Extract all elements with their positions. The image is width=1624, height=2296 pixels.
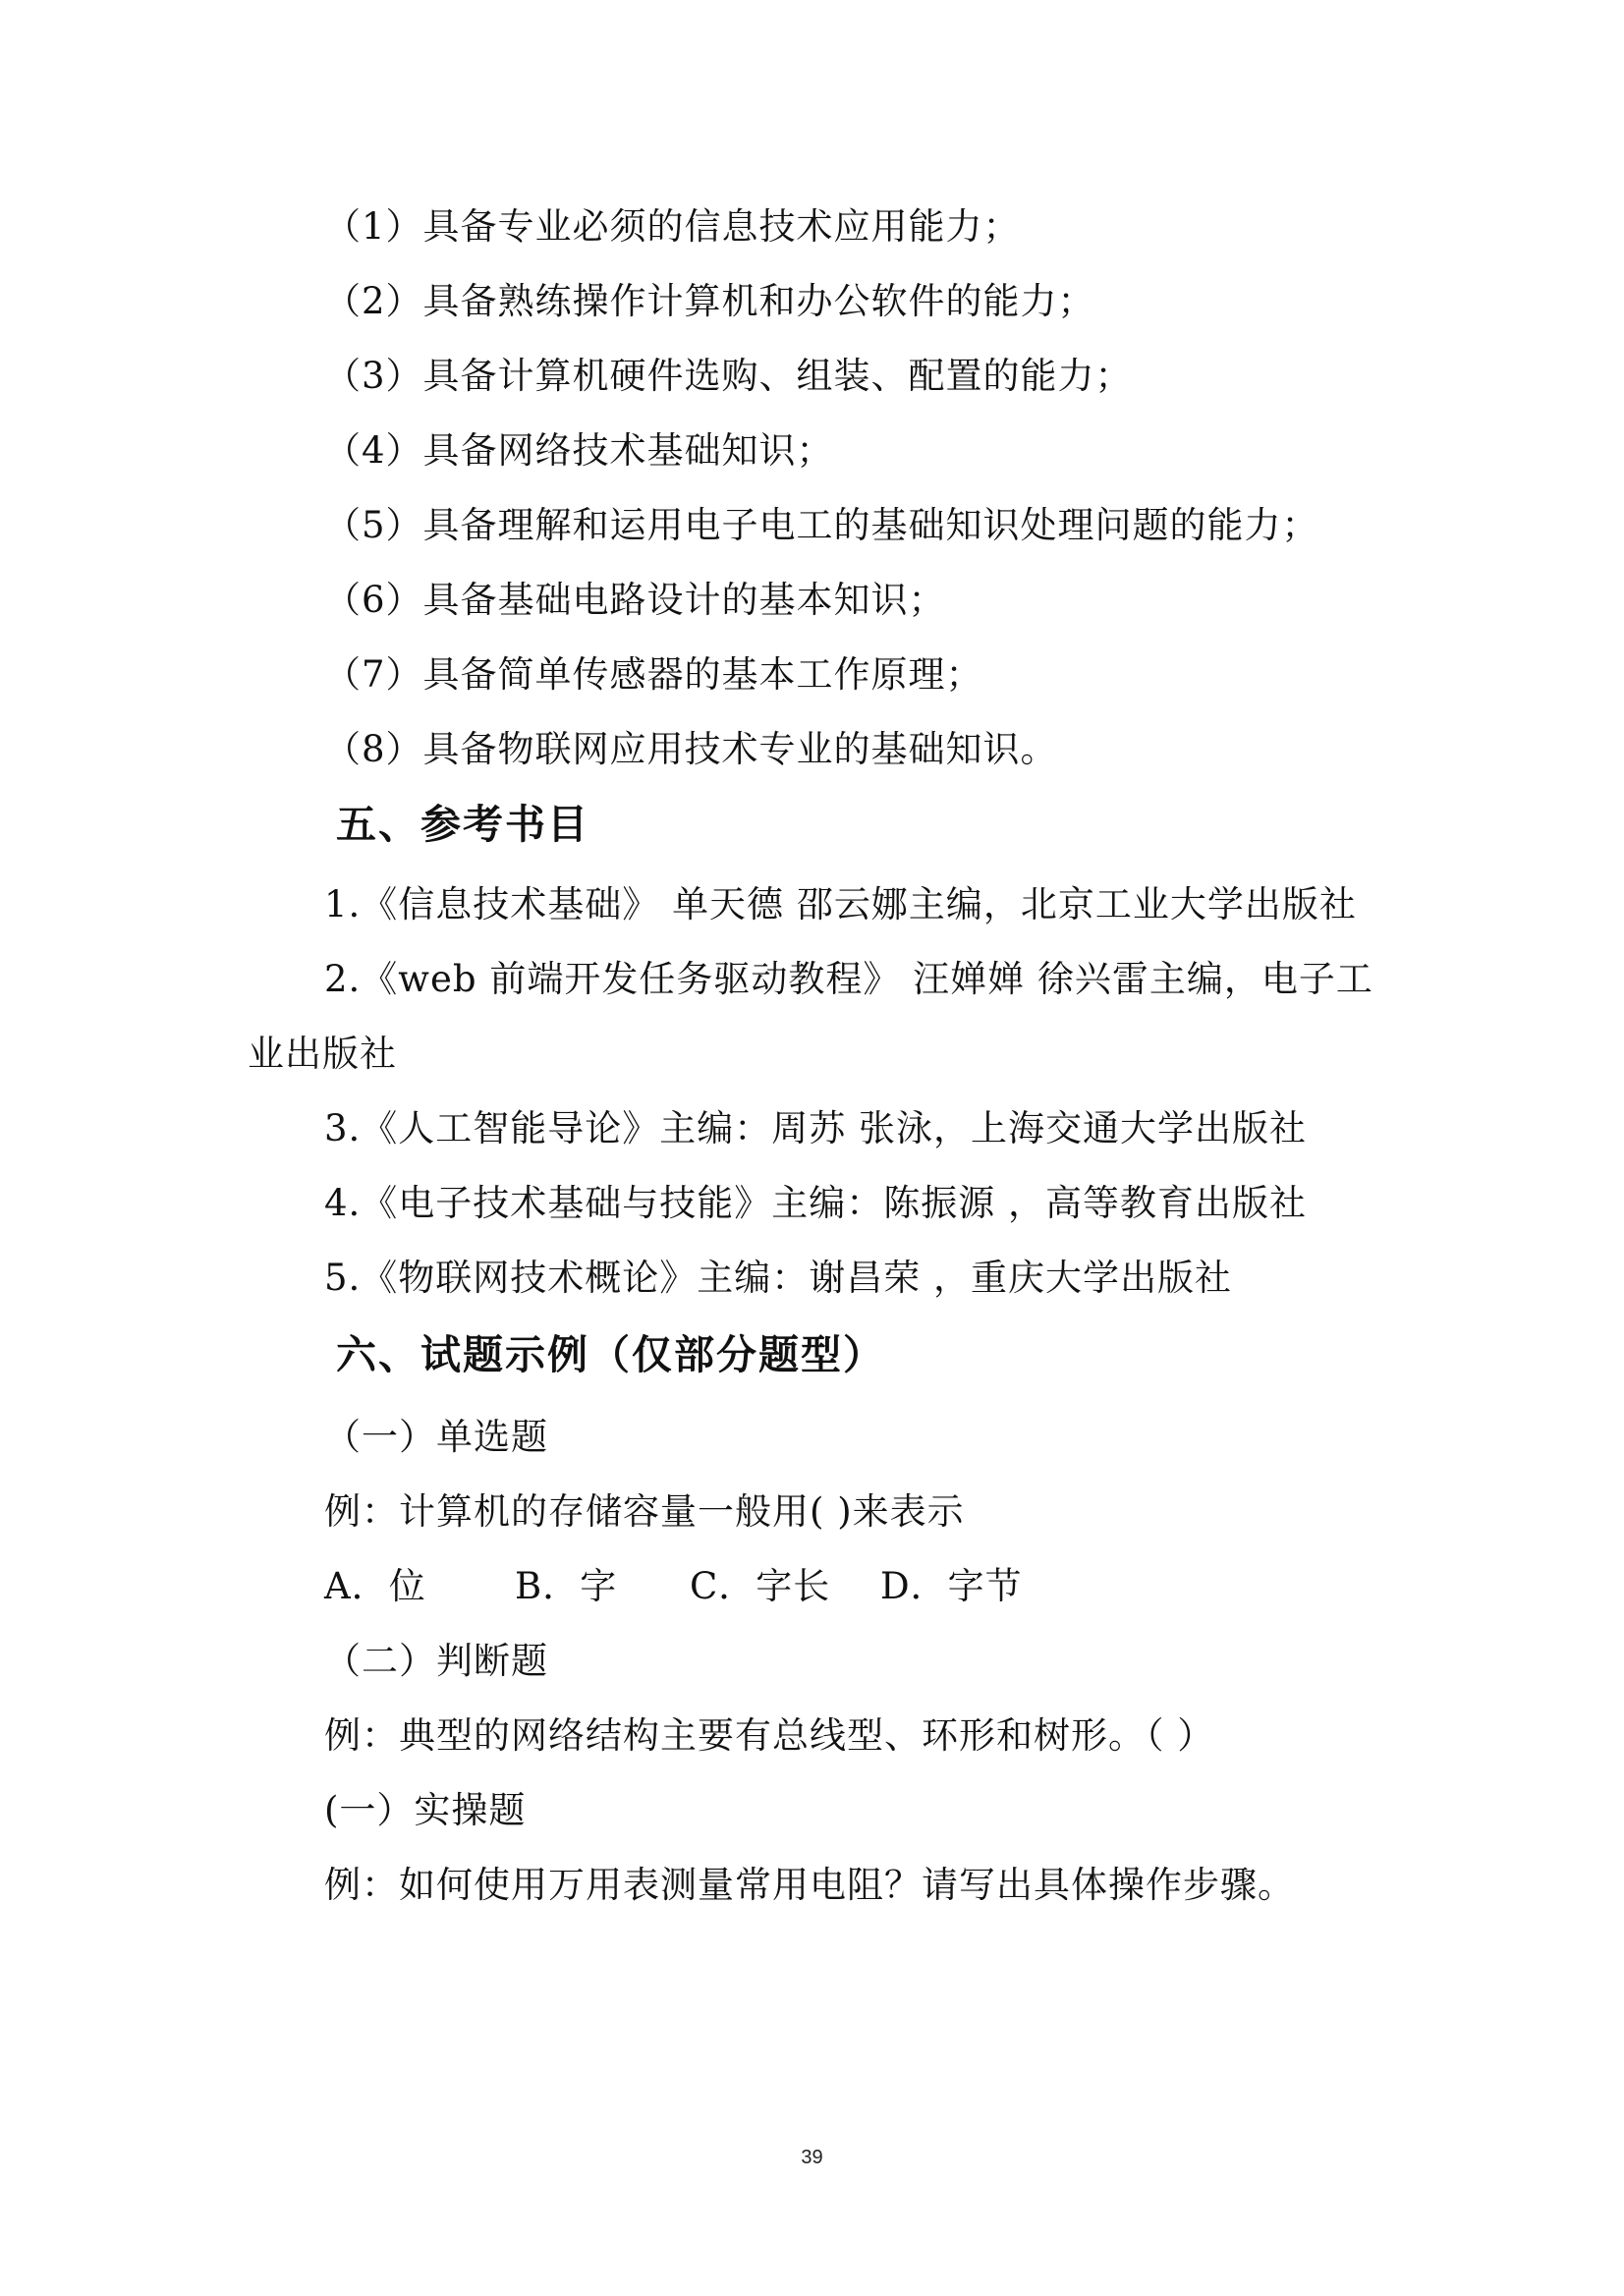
book-item-5: 5.《物联网技术概论》主编：谢昌荣 ，重庆大学出版社 (324, 1257, 1233, 1299)
part2-title: （二）判断题 (324, 1640, 548, 1682)
section-heading-sample-questions: 六、试题示例（仅部分题型） (336, 1331, 885, 1378)
ability-item-5: （5）具备理解和运用电子电工的基础知识处理问题的能力； (324, 504, 1319, 546)
part1-options (324, 1564, 1023, 1609)
book-item-4: 4.《电子技术基础与技能》主编：陈振源 ，高等教育出版社 (324, 1182, 1308, 1224)
option-d: D．字节 (880, 1565, 1023, 1607)
ability-item-7: （7）具备简单传感器的基本工作原理； (324, 653, 983, 696)
book-item-2: 2.《web 前端开发任务驱动教程》 汪婵婵 徐兴雷主编，电子工 (324, 958, 1373, 1000)
ability-item-8: （8）具备物联网应用技术专业的基础知识。 (324, 728, 1058, 770)
page-number: 39 (801, 2147, 823, 2168)
part2-question: 例：典型的网络结构主要有总线型、环形和树形。（ ） (324, 1714, 1215, 1757)
ability-item-2: （2）具备熟练操作计算机和办公软件的能力； (324, 280, 1095, 322)
part1-question: 例：计算机的存储容量一般用( )来表示 (324, 1490, 965, 1533)
part3-question: 例：如何使用万用表测量常用电阻？请写出具体操作步骤。 (324, 1864, 1295, 1906)
part3-title: (一）实操题 (324, 1789, 527, 1831)
book-item-2-continued: 业出版社 (248, 1033, 397, 1075)
option-a: A．位 (324, 1565, 426, 1607)
part1-title: （一）单选题 (324, 1416, 548, 1458)
book-item-1: 1.《信息技术基础》 单天德 邵云娜主编，北京工业大学出版社 (324, 883, 1357, 925)
section-heading-references: 五、参考书目 (336, 801, 589, 848)
book-item-3: 3.《人工智能导论》主编：周苏 张泳，上海交通大学出版社 (324, 1107, 1308, 1149)
ability-item-1: （1）具备专业必须的信息技术应用能力； (324, 205, 1021, 248)
ability-item-6: （6）具备基础电路设计的基本知识； (324, 579, 946, 621)
option-b: B．字 (515, 1565, 618, 1607)
ability-item-3: （3）具备计算机硬件选购、组装、配置的能力； (324, 355, 1133, 397)
option-c: C．字长 (690, 1565, 831, 1607)
ability-item-4: （4）具备网络技术基础知识； (324, 429, 834, 472)
